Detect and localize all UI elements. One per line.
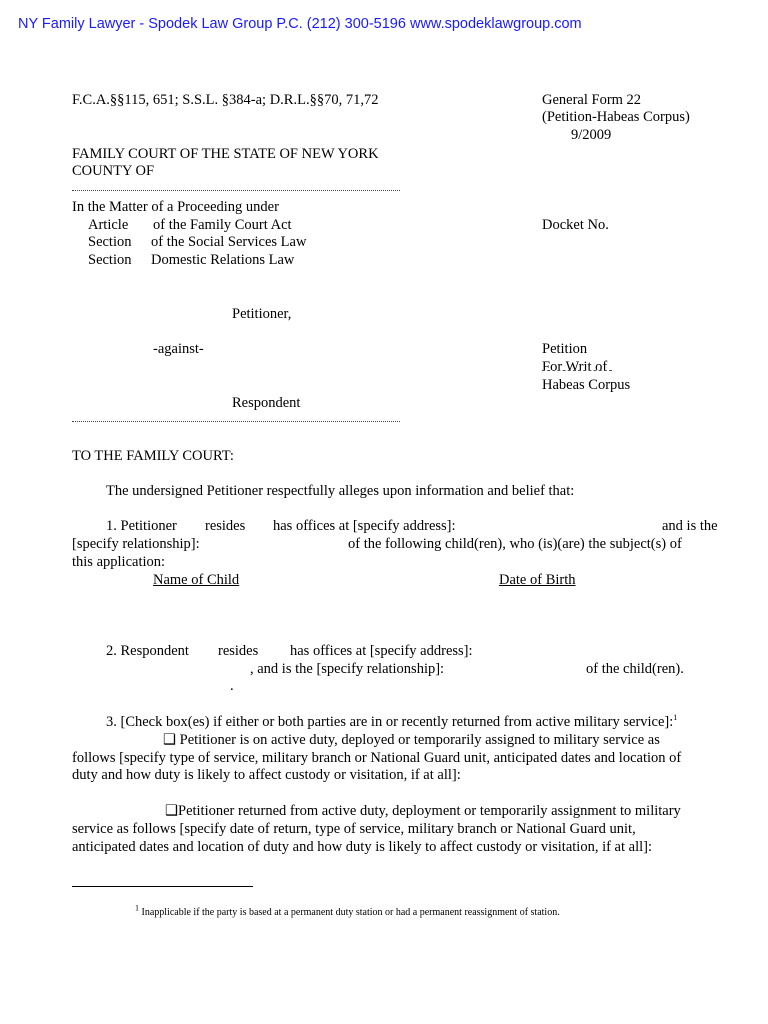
form-type: (Petition-Habeas Corpus) [542, 109, 690, 125]
p3-heading-text: 3. [Check box(es) if either or both parties are in or recently returned from active military service]: [106, 714, 674, 730]
p1-children-line: of the following child(ren), who (is)(are) the subject(s) of [348, 536, 682, 552]
against-label: -against- [153, 341, 204, 357]
to-court-heading: TO THE FAMILY COURT: [72, 448, 234, 464]
form-number: General Form 22 [542, 92, 642, 108]
petitioner-label: Petitioner, [232, 306, 292, 322]
p3-heading [106, 713, 677, 731]
p2-respondent: 2. Respondent [106, 643, 189, 659]
p3-footnote-ref: 1 [673, 713, 678, 723]
checkbox-active-duty[interactable]: ❑ [163, 732, 176, 748]
p2-of-children: of the child(ren). [586, 661, 684, 677]
checkbox-returned-duty[interactable]: ❑ [165, 803, 178, 819]
p3-option1-line3: duty and how duty is likely to affect custody or visitation, if at all]: [72, 767, 461, 783]
footnote-text: Inapplicable if the party is based at a permanent duty station or had a permanent reassignment of station. [141, 907, 560, 918]
petition-title-2: For Writ of [542, 359, 608, 370]
section-label-1: Section [88, 234, 132, 250]
p3-option2-line2: service as follows [specify date of return, type of service, military branch or National Guard unit, [72, 821, 636, 837]
footnote-number: 1 [135, 903, 139, 913]
col-date-of-birth: Date of Birth [499, 572, 576, 588]
form-date: 9/2009 [571, 127, 612, 143]
petition-title-1: Petition [542, 341, 588, 357]
p3-option1-text: Petitioner is on active duty, deployed or temporarily assigned to military service as [179, 732, 660, 748]
p2-period: . [230, 678, 234, 694]
p2-relationship: , and is the [specify relationship]: [250, 661, 445, 677]
p1-relationship: [specify relationship]: [72, 536, 200, 552]
p1-application: this application: [72, 554, 166, 570]
p2-resides: resides [218, 643, 259, 659]
petition-title-3: Habeas Corpus [542, 377, 631, 393]
p3-option2-text: Petitioner returned from active duty, deployment or temporarily assignment to military [178, 803, 681, 819]
article-text: of the Family Court Act [153, 217, 292, 233]
statute-citation: F.C.A.§§115, 651; S.S.L. §384-a; D.R.L.§§70, 71,72 [72, 92, 379, 108]
p1-offices: has offices at [specify address]: [273, 518, 456, 534]
p3-option2-line3: anticipated dates and location of duty and how duty is likely to affect custody or visitation, if at all]: [72, 839, 652, 855]
county-label: COUNTY OF [72, 163, 155, 179]
col-name-of-child: Name of Child [153, 572, 240, 588]
intro-paragraph: The undersigned Petitioner respectfully alleges upon information and belief that: [106, 483, 575, 499]
petition-title-2-underline [542, 370, 612, 371]
court-name: FAMILY COURT OF THE STATE OF NEW YORK [72, 146, 379, 162]
petition-title-2-clip [542, 358, 622, 370]
respondent-label: Respondent [232, 395, 301, 411]
docket-label: Docket No. [542, 217, 609, 233]
p1-petitioner: 1. Petitioner [106, 518, 177, 534]
article-label: Article [88, 217, 129, 233]
header-link[interactable]: NY Family Lawyer - Spodek Law Group P.C. (212) 300-5196 www.spodeklawgroup.com [18, 16, 582, 32]
section-text-1: of the Social Services Law [151, 234, 307, 250]
p1-and-is-the: and is the [662, 518, 718, 534]
p3-option1-line1 [163, 731, 660, 749]
p3-option2-line1 [165, 802, 681, 820]
caption-divider-bottom [72, 421, 400, 422]
footnote-rule [72, 886, 253, 887]
section-label-2: Section [88, 252, 132, 268]
matter-line: In the Matter of a Proceeding under [72, 199, 279, 215]
p2-offices: has offices at [specify address]: [290, 643, 473, 659]
p1-resides: resides [205, 518, 246, 534]
caption-divider-top [72, 190, 400, 191]
section-text-2: Domestic Relations Law [151, 252, 295, 268]
footnote [135, 904, 560, 922]
p3-option1-line2: follows [specify type of service, military branch or National Guard unit, anticipated dates and location of [72, 750, 682, 766]
